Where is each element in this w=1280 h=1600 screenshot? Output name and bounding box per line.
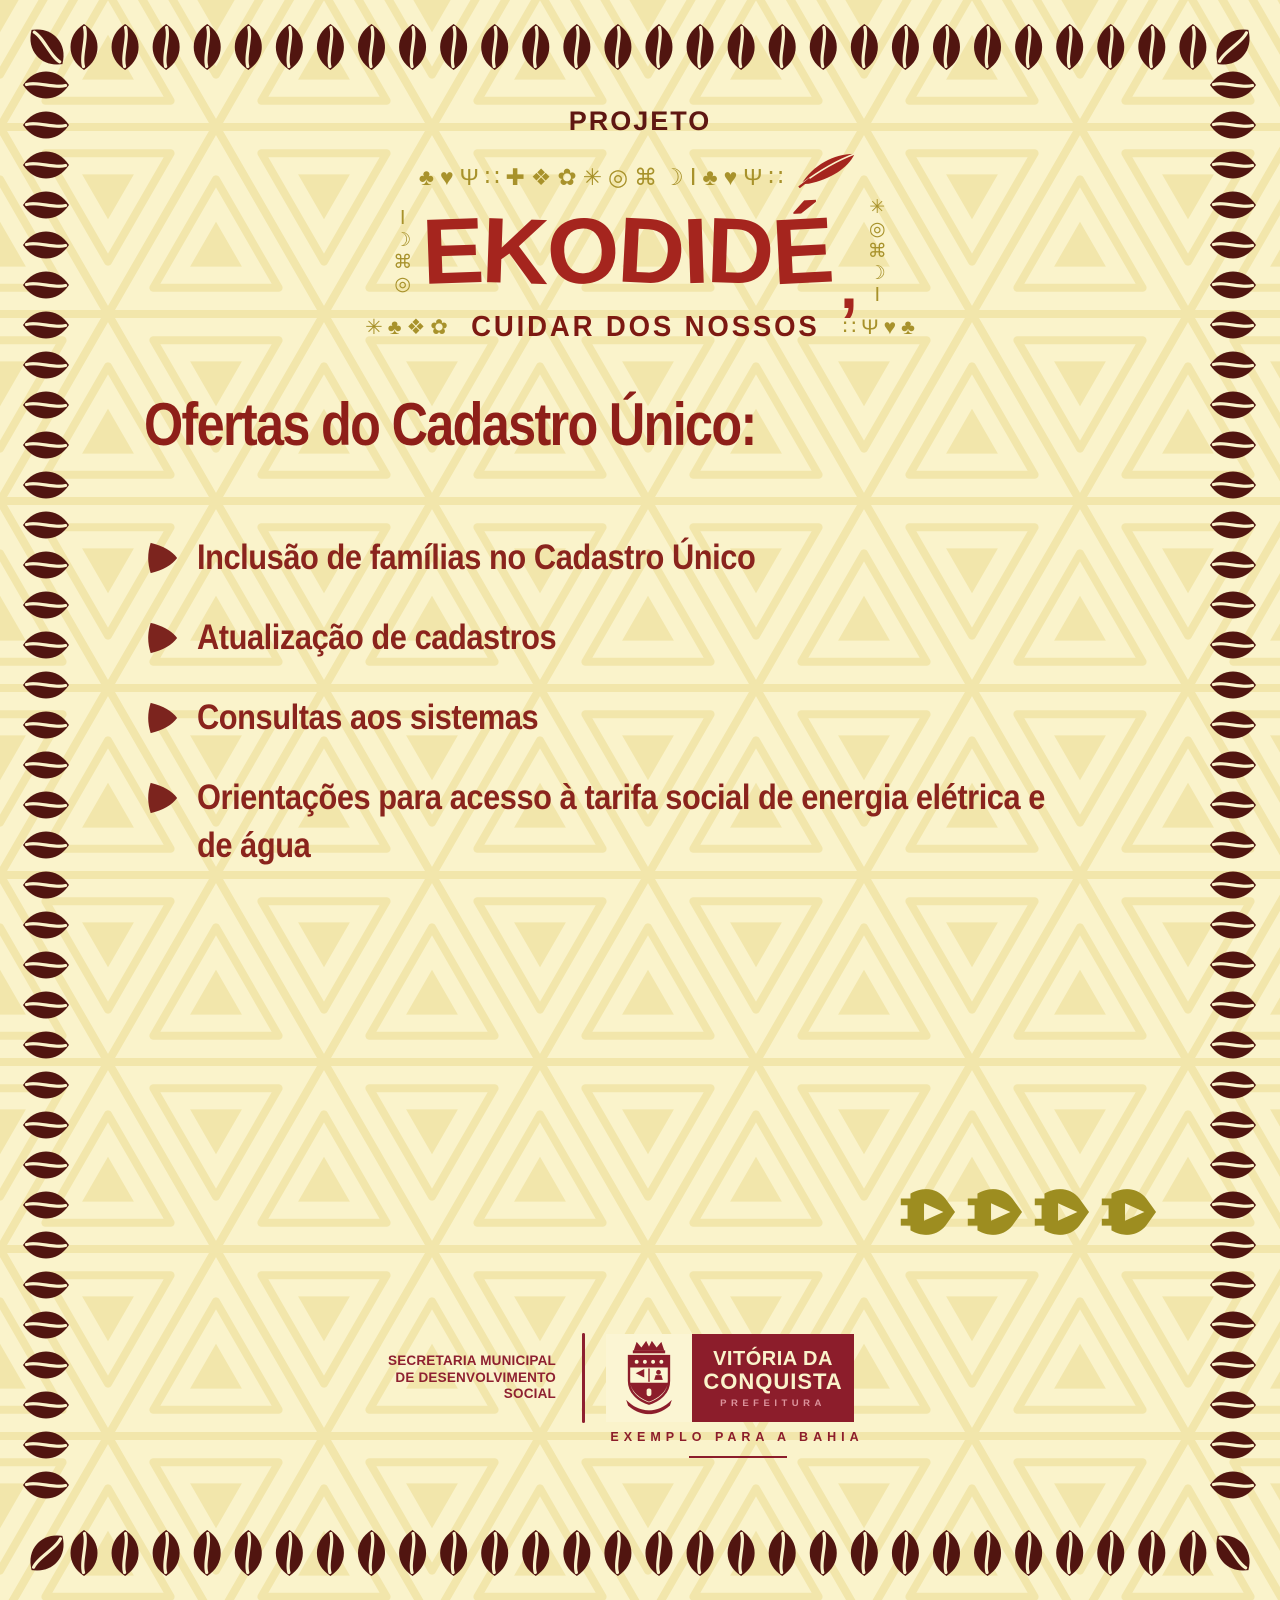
logo-letter: I	[681, 198, 709, 304]
logo-tagline: CUIDAR DOS NOSSOS	[471, 311, 820, 343]
adinkra-symbol-icon: Ⅰ	[689, 163, 697, 190]
logo-tagline-row	[365, 311, 915, 344]
offer-item-text: Consultas aos sistemas	[197, 698, 539, 737]
ekodide-logo	[360, 156, 920, 344]
coat-of-arms-icon	[618, 1339, 680, 1417]
logo-main-row	[393, 196, 887, 322]
crest-panel	[606, 1334, 692, 1422]
offer-item	[145, 774, 1177, 870]
adinkra-symbol-icon: ♥	[723, 163, 738, 190]
adinkra-symbol-icon: Ⅰ	[399, 208, 406, 229]
feather-icon	[793, 149, 863, 188]
adinkra-symbol-icon: ♥	[883, 316, 897, 339]
adinkra-symbol-icon: ∷	[768, 163, 784, 190]
adinkra-symbol-column-left	[393, 209, 412, 294]
adinkra-symbol-icon: ☽	[394, 230, 412, 251]
adinkra-symbol-icon: ∷	[484, 163, 500, 190]
brand-city-line1: VITÓRIA DA	[713, 1347, 833, 1370]
secretariat-label	[388, 1353, 556, 1403]
adinkra-symbol-icon: ♣	[901, 316, 915, 339]
offer-item	[145, 534, 1177, 582]
logo-symbol-row-top	[419, 156, 861, 198]
prefeitura-brand-box	[692, 1334, 854, 1422]
adinkra-symbol-icon: ♣	[387, 316, 402, 339]
adinkra-symbol-icon: ☽	[663, 163, 684, 190]
adinkra-symbol-row	[418, 163, 784, 190]
brand-prefeitura-label: PREFEITURA	[720, 1397, 826, 1409]
tribal-arrow-icon	[894, 1186, 956, 1238]
bullet-triangle-icon	[145, 701, 179, 735]
adinkra-symbol-icon: ♣	[702, 163, 718, 190]
tribal-arrow-icon	[1028, 1186, 1090, 1238]
footer	[388, 1333, 854, 1423]
tribal-arrow-icon	[1095, 1186, 1157, 1238]
bullet-triangle-icon	[145, 621, 179, 655]
logo-letter: D	[705, 197, 774, 304]
slogan: EXEMPLO PARA A BAHIA	[610, 1430, 864, 1444]
adinkra-symbol-icon: ✳	[869, 197, 886, 218]
brand-city-line2: CONQUISTA	[703, 1368, 843, 1394]
adinkra-symbol-icon: ◎	[394, 274, 412, 295]
bullet-triangle-icon	[145, 781, 179, 815]
page-title: Ofertas do Cadastro Único:	[144, 391, 756, 458]
tribal-arrow-icon	[961, 1186, 1023, 1238]
bullet-triangle-icon	[145, 541, 179, 575]
adinkra-symbol-icon: ❖	[530, 163, 552, 190]
logo-letter: O	[543, 196, 622, 306]
secretariat-line: DE DESENVOLVIMENTO	[395, 1369, 556, 1385]
adinkra-symbol-icon: Ψ	[743, 163, 763, 190]
adinkra-symbol-icon: ❖	[406, 316, 426, 339]
offer-item-text: Orientações para acesso à tarifa social de energia elétrica e de água	[197, 778, 1046, 865]
footer-divider	[582, 1333, 585, 1423]
adinkra-symbol-icon: ⌘	[634, 163, 658, 190]
tribal-arrow-row	[894, 1186, 1157, 1238]
adinkra-symbol-cluster	[365, 317, 448, 338]
offer-item	[145, 614, 1177, 662]
adinkra-symbol-icon: ✿	[430, 316, 448, 339]
adinkra-symbol-icon: ✳	[582, 163, 602, 190]
slogan-underline	[689, 1456, 787, 1458]
logo-letter: D	[615, 197, 686, 305]
adinkra-symbol-icon: ♣	[418, 163, 434, 190]
offer-item	[145, 694, 1177, 742]
adinkra-symbol-icon: ⌘	[867, 241, 887, 262]
adinkra-symbol-icon: ◎	[868, 219, 886, 240]
secretariat-line: SECRETARIA MUNICIPAL	[388, 1353, 556, 1369]
adinkra-symbol-icon: ✿	[557, 163, 577, 190]
adinkra-symbol-icon: ⌘	[393, 252, 413, 273]
logo-letter: É	[769, 197, 835, 305]
offer-item-text: Inclusão de famílias no Cadastro Único	[197, 538, 756, 577]
adinkra-symbol-icon: ◎	[607, 163, 629, 190]
adinkra-symbol-icon: ∷	[842, 316, 857, 339]
adinkra-symbol-icon: ☽	[868, 263, 886, 284]
offer-item-text: Atualização de cadastros	[197, 618, 557, 657]
logo-letter: E	[420, 197, 485, 304]
adinkra-symbol-icon: ✳	[365, 316, 383, 339]
adinkra-symbol-icon: Ⅰ	[874, 285, 881, 306]
adinkra-symbol-icon: ✚	[505, 163, 525, 190]
adinkra-symbol-cluster	[843, 317, 915, 338]
adinkra-symbol-icon: ♥	[440, 163, 454, 190]
adinkra-symbol-column-right	[868, 198, 887, 305]
offers-list	[145, 534, 1177, 902]
logo-letter: K	[480, 197, 550, 304]
adinkra-symbol-icon: Ψ	[861, 316, 879, 339]
secretariat-line: SOCIAL	[503, 1386, 556, 1402]
logo-comma-mark: ,	[839, 249, 858, 322]
project-kicker: PROJETO	[568, 106, 712, 136]
adinkra-symbol-icon: Ψ	[459, 163, 479, 190]
logo-wordmark	[420, 196, 835, 306]
